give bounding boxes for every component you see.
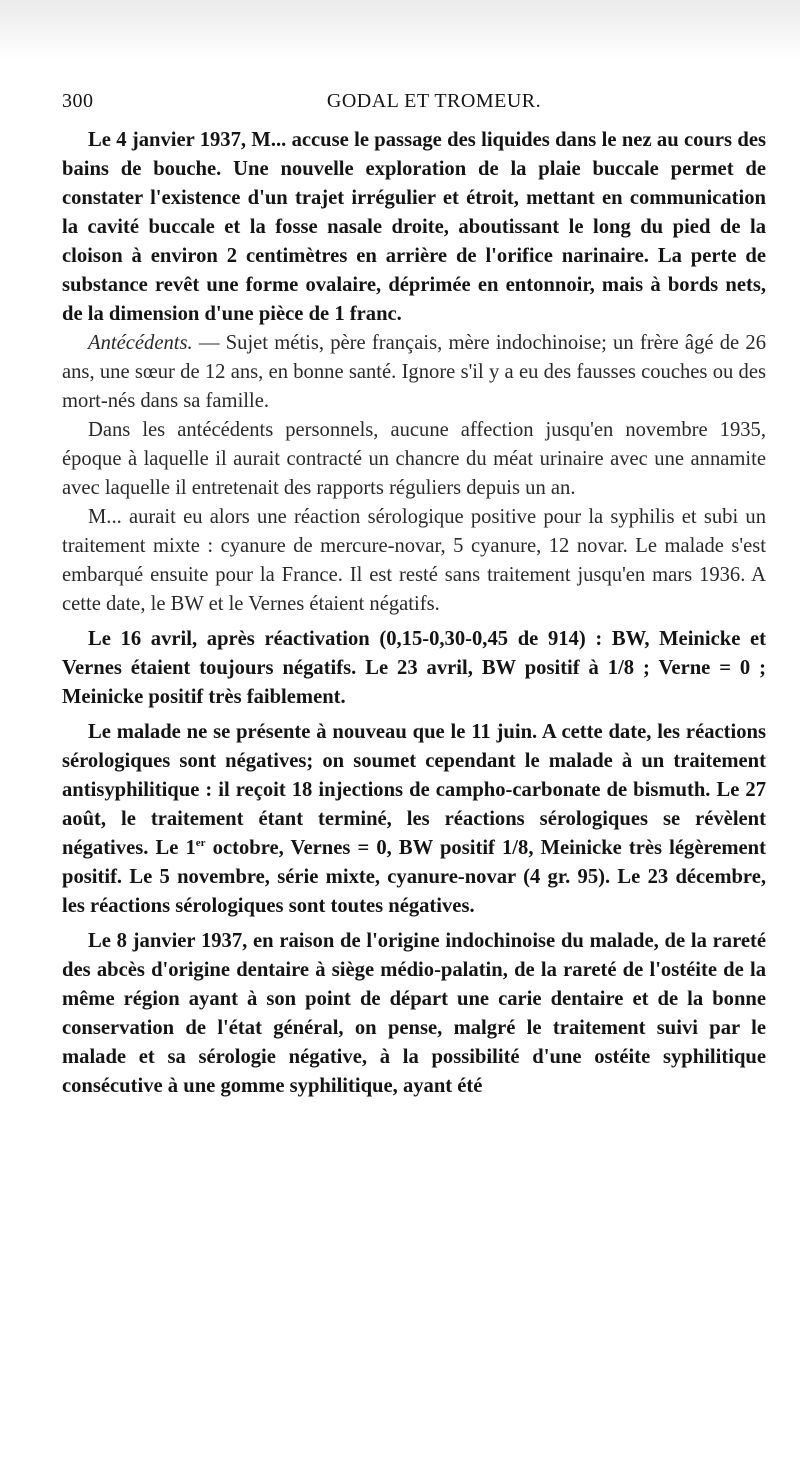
section-lead-antecedents: Antécédents. xyxy=(88,332,193,354)
running-head xyxy=(62,90,766,120)
paragraph-bismuth-treatment xyxy=(62,718,766,921)
page-number: 300 xyxy=(62,90,94,112)
body-text xyxy=(62,126,766,1101)
paragraph-fistula-exploration: Le 4 janvier 1937, M... accuse le passage des liquides dans le nez au cours des bains de bouche. Une nouvelle exploration de la plaie buccale permet de constater l'existence d'un trajet irrégulier et étroit, mettant en communication la cavité buccale et la fosse nasale droite, aboutissant le long du pied de la cloison à environ 2 centimètres en arrière de l'orifice narinaire. La perte de substance revêt une forme ovalaire, déprimée en entonnoir, mais à bords nets, de la dimension d'une pièce de 1 franc. xyxy=(62,129,766,325)
scan-shadow xyxy=(0,0,800,60)
paragraph-text: Le malade ne se présente à nouveau que le 11 juin. A cette date, les réactions sérologiques sont négatives; on soumet cependant le malade à un traitement antisyphilitique : il reçoit 18 injections de campho-carbonate de bismuth. Le 27 août, le traitement étant terminé, les réactions sérologiques se révèlent négatives. Le 1 xyxy=(62,721,766,859)
running-title: GODAL ET TROMEUR. xyxy=(326,90,542,112)
paragraph-text: octobre, Vernes = 0, BW positif 1/8, Meinicke très légèrement positif. Le 5 novembre, série mixte, cyanure-novar (4 gr. 95). Le 23 décembre, les réactions sérologiques sont toutes négatives. xyxy=(62,837,766,917)
paragraph-diagnosis-hypothesis: Le 8 janvier 1937, en raison de l'origine indochinoise du malade, de la rareté des abcès d'origine dentaire à siège médio-palatin, de la rareté de l'ostéite de la même région ayant à son point de départ une carie dentaire et de la bonne conservation de l'état général, on pense, malgré le traitement suivi par le malade et sa sérologie négative, à la possibilité d'une ostéite syphilitique consécutive à une gomme syphilitique, ayant été xyxy=(62,930,766,1097)
ordinal-superscript: er xyxy=(195,837,206,850)
paragraph-first-treatment: M... aurait eu alors une réaction sérologique positive pour la syphilis et subi un traitement mixte : cyanure de mercure-novar, 5 cyanure, 12 novar. Le malade s'est embarqué ensuite pour la France. Il est resté sans traitement jusqu'en mars 1936. A cette date, le BW et le Vernes étaient négatifs. xyxy=(62,506,766,615)
paragraph-text: — Sujet métis, père français, mère indochinoise; un frère âgé de 26 ans, une sœur de 12 ans, en bonne santé. Ignore s'il y a eu des fausses couches ou des mort-nés dans sa famille. xyxy=(62,332,766,412)
book-page xyxy=(62,90,766,1101)
paragraph-family-history xyxy=(62,329,766,416)
paragraph-personal-history: Dans les antécédents personnels, aucune affection jusqu'en novembre 1935, époque à laquelle il aurait contracté un chancre du méat urinaire avec une annamite avec laquelle il entretenait des rapports réguliers depuis un an. xyxy=(62,419,766,499)
paragraph-reactivation: Le 16 avril, après réactivation (0,15-0,30-0,45 de 914) : BW, Meinicke et Vernes étaient toujours négatifs. Le 23 avril, BW positif à 1/8 ; Verne = 0 ; Meinicke positif très faiblement. xyxy=(62,628,766,708)
